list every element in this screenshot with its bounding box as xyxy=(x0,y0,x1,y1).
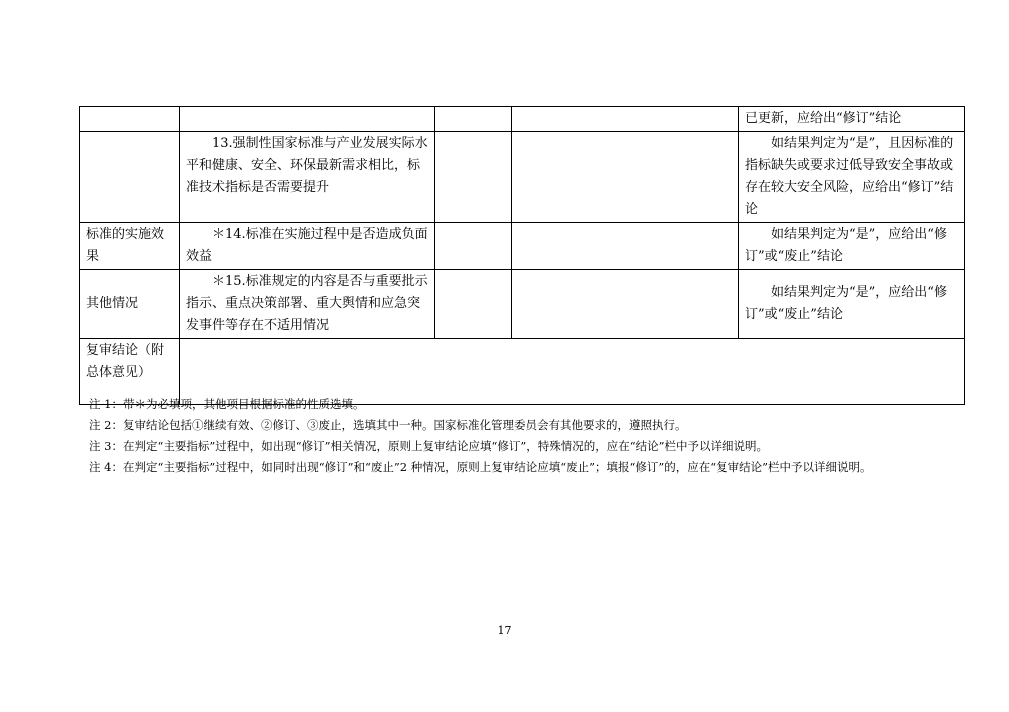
conclusion-label-cell: 复审结论（附总体意见） xyxy=(80,339,180,405)
blank-cell xyxy=(435,132,512,223)
blank-cell xyxy=(512,270,739,339)
page-number: 17 xyxy=(497,624,512,637)
item-cell: ＊15.标准规定的内容是否与重要批示指示、重点决策部署、重大舆情和应急突发事件等存在不适用情况 xyxy=(180,270,435,339)
category-cell xyxy=(80,132,180,223)
note-4: 注 4：在判定“主要指标”过程中，如同时出现“修订”和“废止”2 种情况，原则上复审结论应填“废止”；填报“修订”的，应在“复审结论”栏中予以详细说明。 xyxy=(89,460,872,474)
item-cell xyxy=(180,107,435,132)
item-cell: ＊14.标准在实施过程中是否造成负面效益 xyxy=(180,223,435,270)
item-cell: 13.强制性国家标准与产业发展实际水平和健康、安全、环保最新需求相比，标准技术指标是否需要提升 xyxy=(180,132,435,223)
category-cell: 其他情况 xyxy=(80,270,180,339)
blank-cell xyxy=(435,223,512,270)
category-cell: 标准的实施效果 xyxy=(80,223,180,270)
rule-cell: 如结果判定为“是”，且因标准的指标缺失或要求过低导致安全事故或存在较大安全风险，应给出“修订”结论 xyxy=(739,132,965,223)
table-row xyxy=(80,132,965,223)
category-cell xyxy=(80,107,180,132)
table-row xyxy=(80,107,965,132)
blank-cell xyxy=(435,107,512,132)
blank-cell xyxy=(435,270,512,339)
blank-cell xyxy=(512,132,739,223)
note-1: 注 1：带＊为必填项，其他项目根据标准的性质选填。 xyxy=(89,397,365,411)
note-2: 注 2：复审结论包括①继续有效、②修订、③废止，选填其中一种。国家标准化管理委员会有其他要求的，遵照执行。 xyxy=(89,418,687,432)
blank-cell xyxy=(512,107,739,132)
rule-cell: 如结果判定为“是”，应给出“修订”或“废止”结论 xyxy=(739,223,965,270)
review-table xyxy=(79,106,965,405)
rule-cell: 已更新，应给出“修订”结论 xyxy=(739,107,965,132)
note-3: 注 3：在判定“主要指标”过程中，如出现“修订”相关情况，原则上复审结论应填“修订”，特殊情况的，应在“结论”栏中予以详细说明。 xyxy=(89,439,768,453)
table-row xyxy=(80,270,965,339)
table-row xyxy=(80,223,965,270)
rule-cell: 如结果判定为“是”，应给出“修订”或“废止”结论 xyxy=(739,270,965,339)
blank-cell xyxy=(512,223,739,270)
notes-section xyxy=(66,394,946,478)
